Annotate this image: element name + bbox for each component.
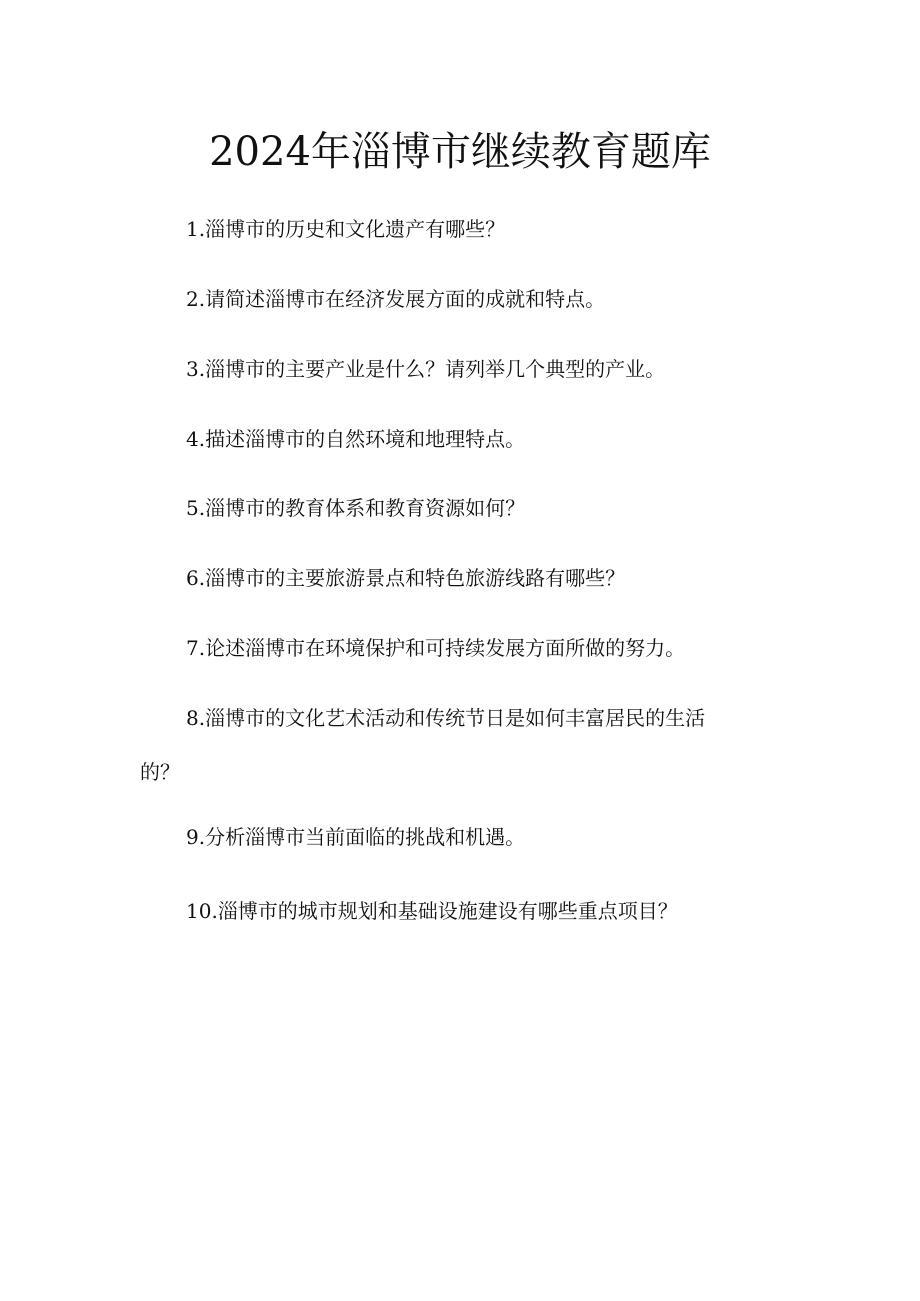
question-number: 9 [186, 825, 199, 849]
question-separator: . [198, 496, 206, 520]
question-separator: . [198, 427, 206, 451]
question-separator: . [198, 825, 206, 849]
question-item-5 [140, 494, 780, 522]
question-item-3 [140, 355, 780, 383]
question-separator: . [198, 357, 206, 381]
question-text: 淄博市的教育体系和教育资源如何？ [205, 496, 526, 520]
question-number: 5 [186, 496, 199, 520]
question-separator: . [211, 899, 218, 923]
question-number: 2 [186, 287, 199, 311]
question-item-8 [140, 704, 780, 786]
document-title: 2024年淄博市继续教育题库 [209, 129, 711, 175]
question-separator: . [198, 706, 206, 730]
question-number: 3 [186, 357, 199, 381]
question-text-continuation: 的？ [140, 760, 180, 784]
question-item-1 [140, 215, 780, 243]
question-item-9 [140, 823, 780, 851]
question-item-7 [140, 634, 780, 662]
question-item-4 [140, 425, 780, 453]
question-number: 1 [186, 217, 199, 241]
question-item-2 [140, 285, 780, 313]
question-number: 7 [186, 636, 199, 660]
question-number: 8 [186, 706, 199, 730]
question-number: 4 [186, 427, 199, 451]
question-separator: . [198, 287, 206, 311]
question-item-6 [140, 564, 780, 592]
question-separator: . [198, 566, 206, 590]
question-number: 6 [186, 566, 199, 590]
question-text: 淄博市的历史和文化遗产有哪些？ [205, 217, 506, 241]
question-text: 淄博市的城市规划和基础设施建设有哪些重点项目？ [217, 899, 678, 923]
question-text: 分析淄博市当前面临的挑战和机遇。 [205, 825, 526, 849]
question-text: 淄博市的文化艺术活动和传统节日是如何丰富居民的生活 [205, 706, 706, 730]
question-separator: . [198, 636, 206, 660]
question-text: 描述淄博市的自然环境和地理特点。 [205, 427, 526, 451]
question-text: 论述淄博市在环境保护和可持续发展方面所做的努力。 [205, 636, 686, 660]
question-text: 淄博市的主要产业是什么？请列举几个典型的产业。 [205, 357, 666, 381]
question-text: 淄博市的主要旅游景点和特色旅游线路有哪些？ [205, 566, 626, 590]
question-item-10 [140, 897, 780, 925]
question-separator: . [198, 217, 206, 241]
question-text: 请简述淄博市在经济发展方面的成就和特点。 [205, 287, 606, 311]
question-number: 10 [186, 899, 212, 923]
